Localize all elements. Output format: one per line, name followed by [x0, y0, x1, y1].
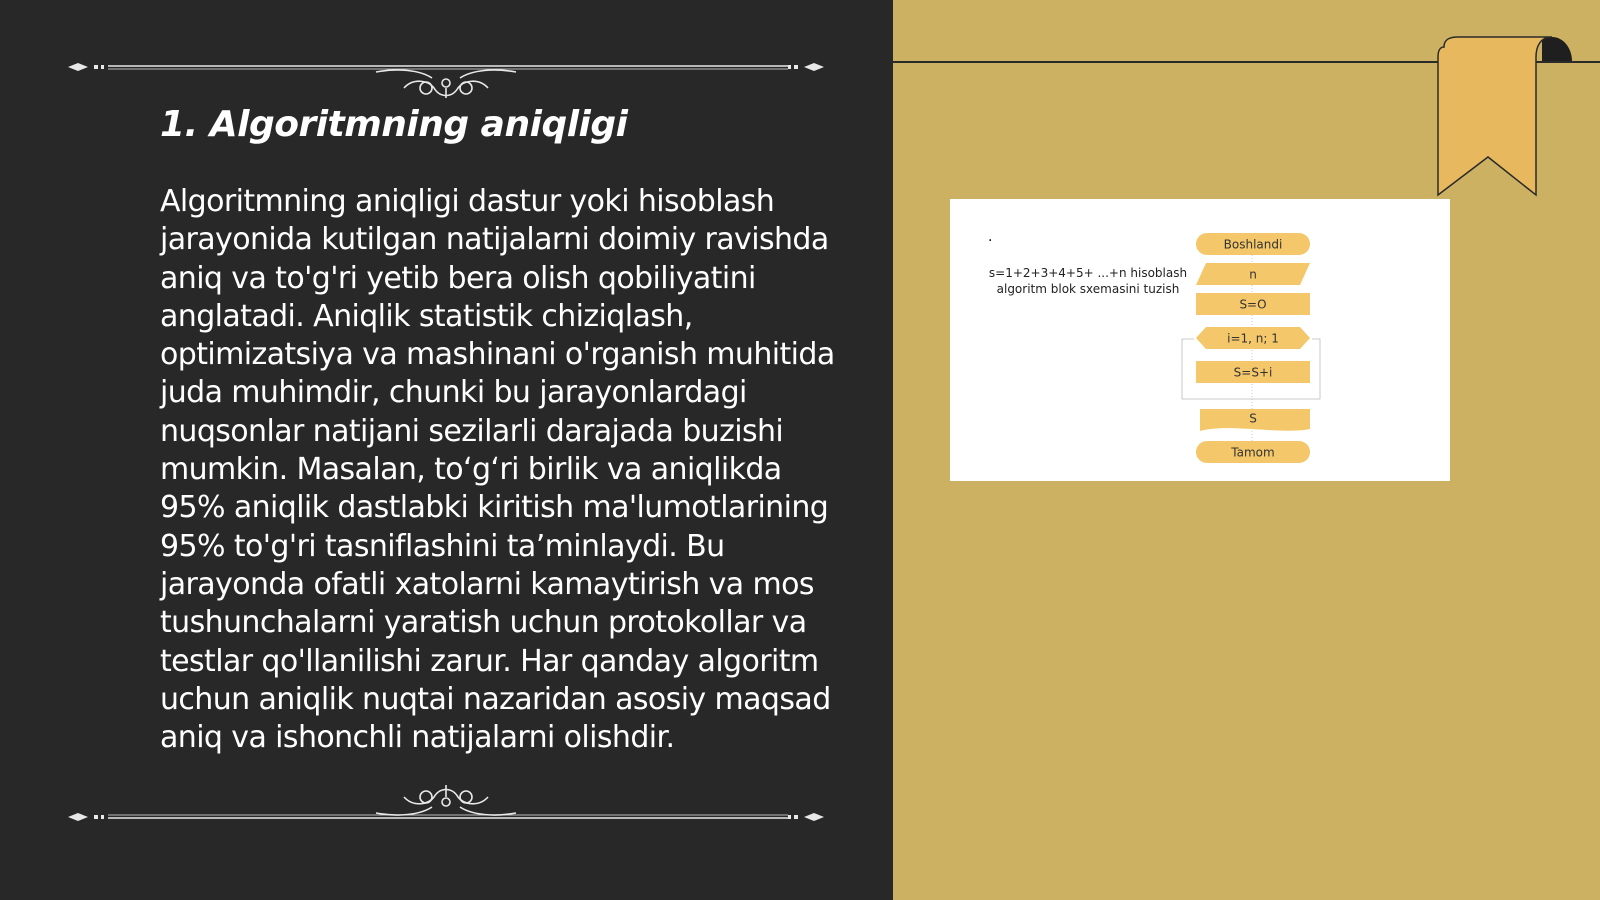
slide-title: 1. Algoritmning aniqligi — [160, 104, 628, 145]
block-start — [1196, 233, 1310, 255]
bookmark-ribbon — [1432, 35, 1572, 200]
block-loop — [1196, 327, 1310, 349]
figure-dot: . — [988, 229, 993, 245]
block-loop-label: i=1, n; 1 — [1227, 331, 1279, 346]
block-input-label: n — [1249, 267, 1257, 282]
block-start-label: Boshlandi — [1223, 237, 1283, 252]
block-end-label: Tamom — [1231, 445, 1275, 460]
block-end — [1196, 441, 1310, 463]
flowchart-figure — [950, 199, 1450, 481]
block-init-label: S=O — [1239, 297, 1267, 312]
bottom-ornament-divider — [68, 775, 824, 835]
block-accumulate-label: S=S+i — [1233, 365, 1273, 380]
block-output — [1200, 409, 1310, 431]
block-init — [1196, 293, 1310, 315]
top-ornament-divider — [68, 38, 824, 98]
flowchart-diagram — [950, 199, 1450, 481]
block-output-label: S — [1249, 411, 1257, 426]
figure-caption: s=1+2+3+4+5+ ...+n hisoblash algoritm blok sxemasini tuzish — [988, 266, 1188, 296]
slide-body-text: Algoritmning aniqligi dastur yoki hisoblash jarayonida kutilgan natijalarni doimiy ravishda aniq va to'g'ri yetib bera olish qobiliyatini anglatadi. Aniqlik statistik chiziqlash, optimizatsiya va mashinani o'rganish muhitida juda muhimdir, chunki bu jarayonlardagi nuqsonlar natijani sezilarli darajada buzishi mumkin. Masalan, to‘g‘ri birlik va aniqlikda 95% aniqlik dastlabki kiritish ma'lumotlarining 95% to'g'ri tasniflashini ta’minlaydi. Bu jarayonda ofatli xatolarni kamaytirish va mos tushunchalarni yaratish uchun protokollar va testlar qo'llanilishi zarur. Har qanday algoritm uchun aniqlik nuqtai nazaridan asosiy maqsad aniq va ishonchli natijalarni olishdir. — [160, 184, 835, 756]
block-accumulate — [1196, 361, 1310, 383]
block-input — [1196, 263, 1310, 285]
